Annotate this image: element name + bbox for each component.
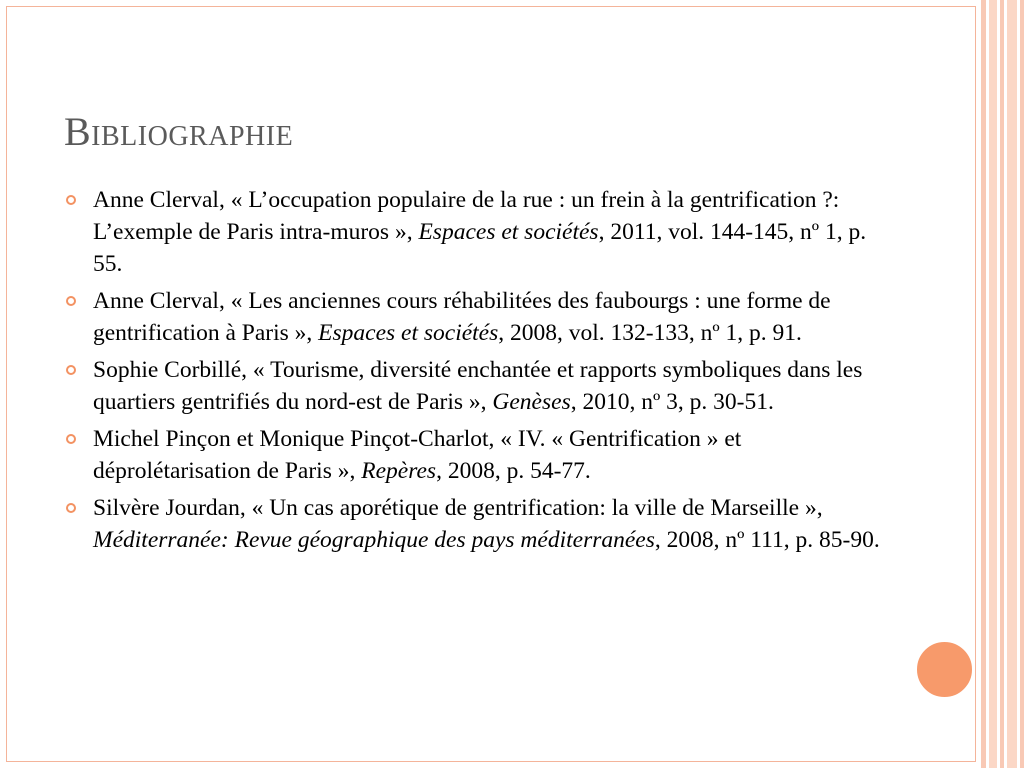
decorative-stripe [1020, 0, 1024, 768]
decorative-stripe [989, 0, 997, 768]
journal-name: Méditerranée: Revue géographique des pays méditerranées [93, 527, 655, 553]
decorative-stripe [981, 0, 986, 768]
journal-name: Espaces et sociétés [418, 219, 599, 245]
slide-title: Bibliographie [64, 109, 294, 154]
reference-prefix: Silvère Jourdan, « Un cas aporétique de gentrification: la ville de Marseille », [93, 495, 823, 521]
reference-text [93, 426, 741, 484]
bibliography-list [63, 184, 883, 561]
bibliography-item [63, 184, 883, 280]
decorative-stripe [1000, 0, 1004, 768]
reference-suffix: , 2008, p. 54-77. [436, 458, 591, 484]
reference-prefix: Michel Pinçon et Monique Pinçot-Charlot, « IV. « Gentrification » et déprolétarisation de Paris », [93, 426, 742, 484]
reference-suffix: , 2011, vol. 144-145, nº 1, p. 55. [93, 219, 867, 277]
reference-suffix: , 2010, nº 3, p. 30-51. [570, 389, 774, 415]
bullet-icon [66, 195, 76, 205]
bibliography-item [63, 354, 883, 418]
bibliography-item [63, 423, 883, 487]
journal-name: Genèses [492, 389, 571, 415]
bullet-icon [66, 434, 76, 444]
reference-prefix: Sophie Corbillé, « Tourisme, diversité enchantée et rapports symboliques dans les quartiers gentrifiés du nord-est de Paris », [93, 357, 863, 415]
decorative-stripe [1007, 0, 1017, 768]
bibliography-item [63, 285, 883, 349]
bullet-icon [66, 296, 76, 306]
reference-text [93, 495, 880, 553]
bullet-icon [66, 503, 76, 513]
decorative-circle [914, 639, 975, 700]
journal-name: Repères [361, 458, 437, 484]
reference-text [93, 288, 831, 346]
bibliography-item [63, 492, 883, 556]
reference-suffix: , 2008, nº 111, p. 85-90. [654, 527, 880, 553]
reference-prefix: Anne Clerval, « Les anciennes cours réhabilitées des faubourgs : une forme de gentrification à Paris », [93, 288, 831, 346]
bullet-icon [66, 365, 76, 375]
journal-name: Espaces et sociétés [318, 320, 499, 346]
reference-suffix: , 2008, vol. 132-133, nº 1, p. 91. [498, 320, 802, 346]
reference-text [93, 187, 866, 277]
reference-prefix: Anne Clerval, « L’occupation populaire de la rue : un frein à la gentrification ?: L’exemple de Paris intra-muros », [93, 187, 840, 245]
reference-text [93, 357, 862, 415]
